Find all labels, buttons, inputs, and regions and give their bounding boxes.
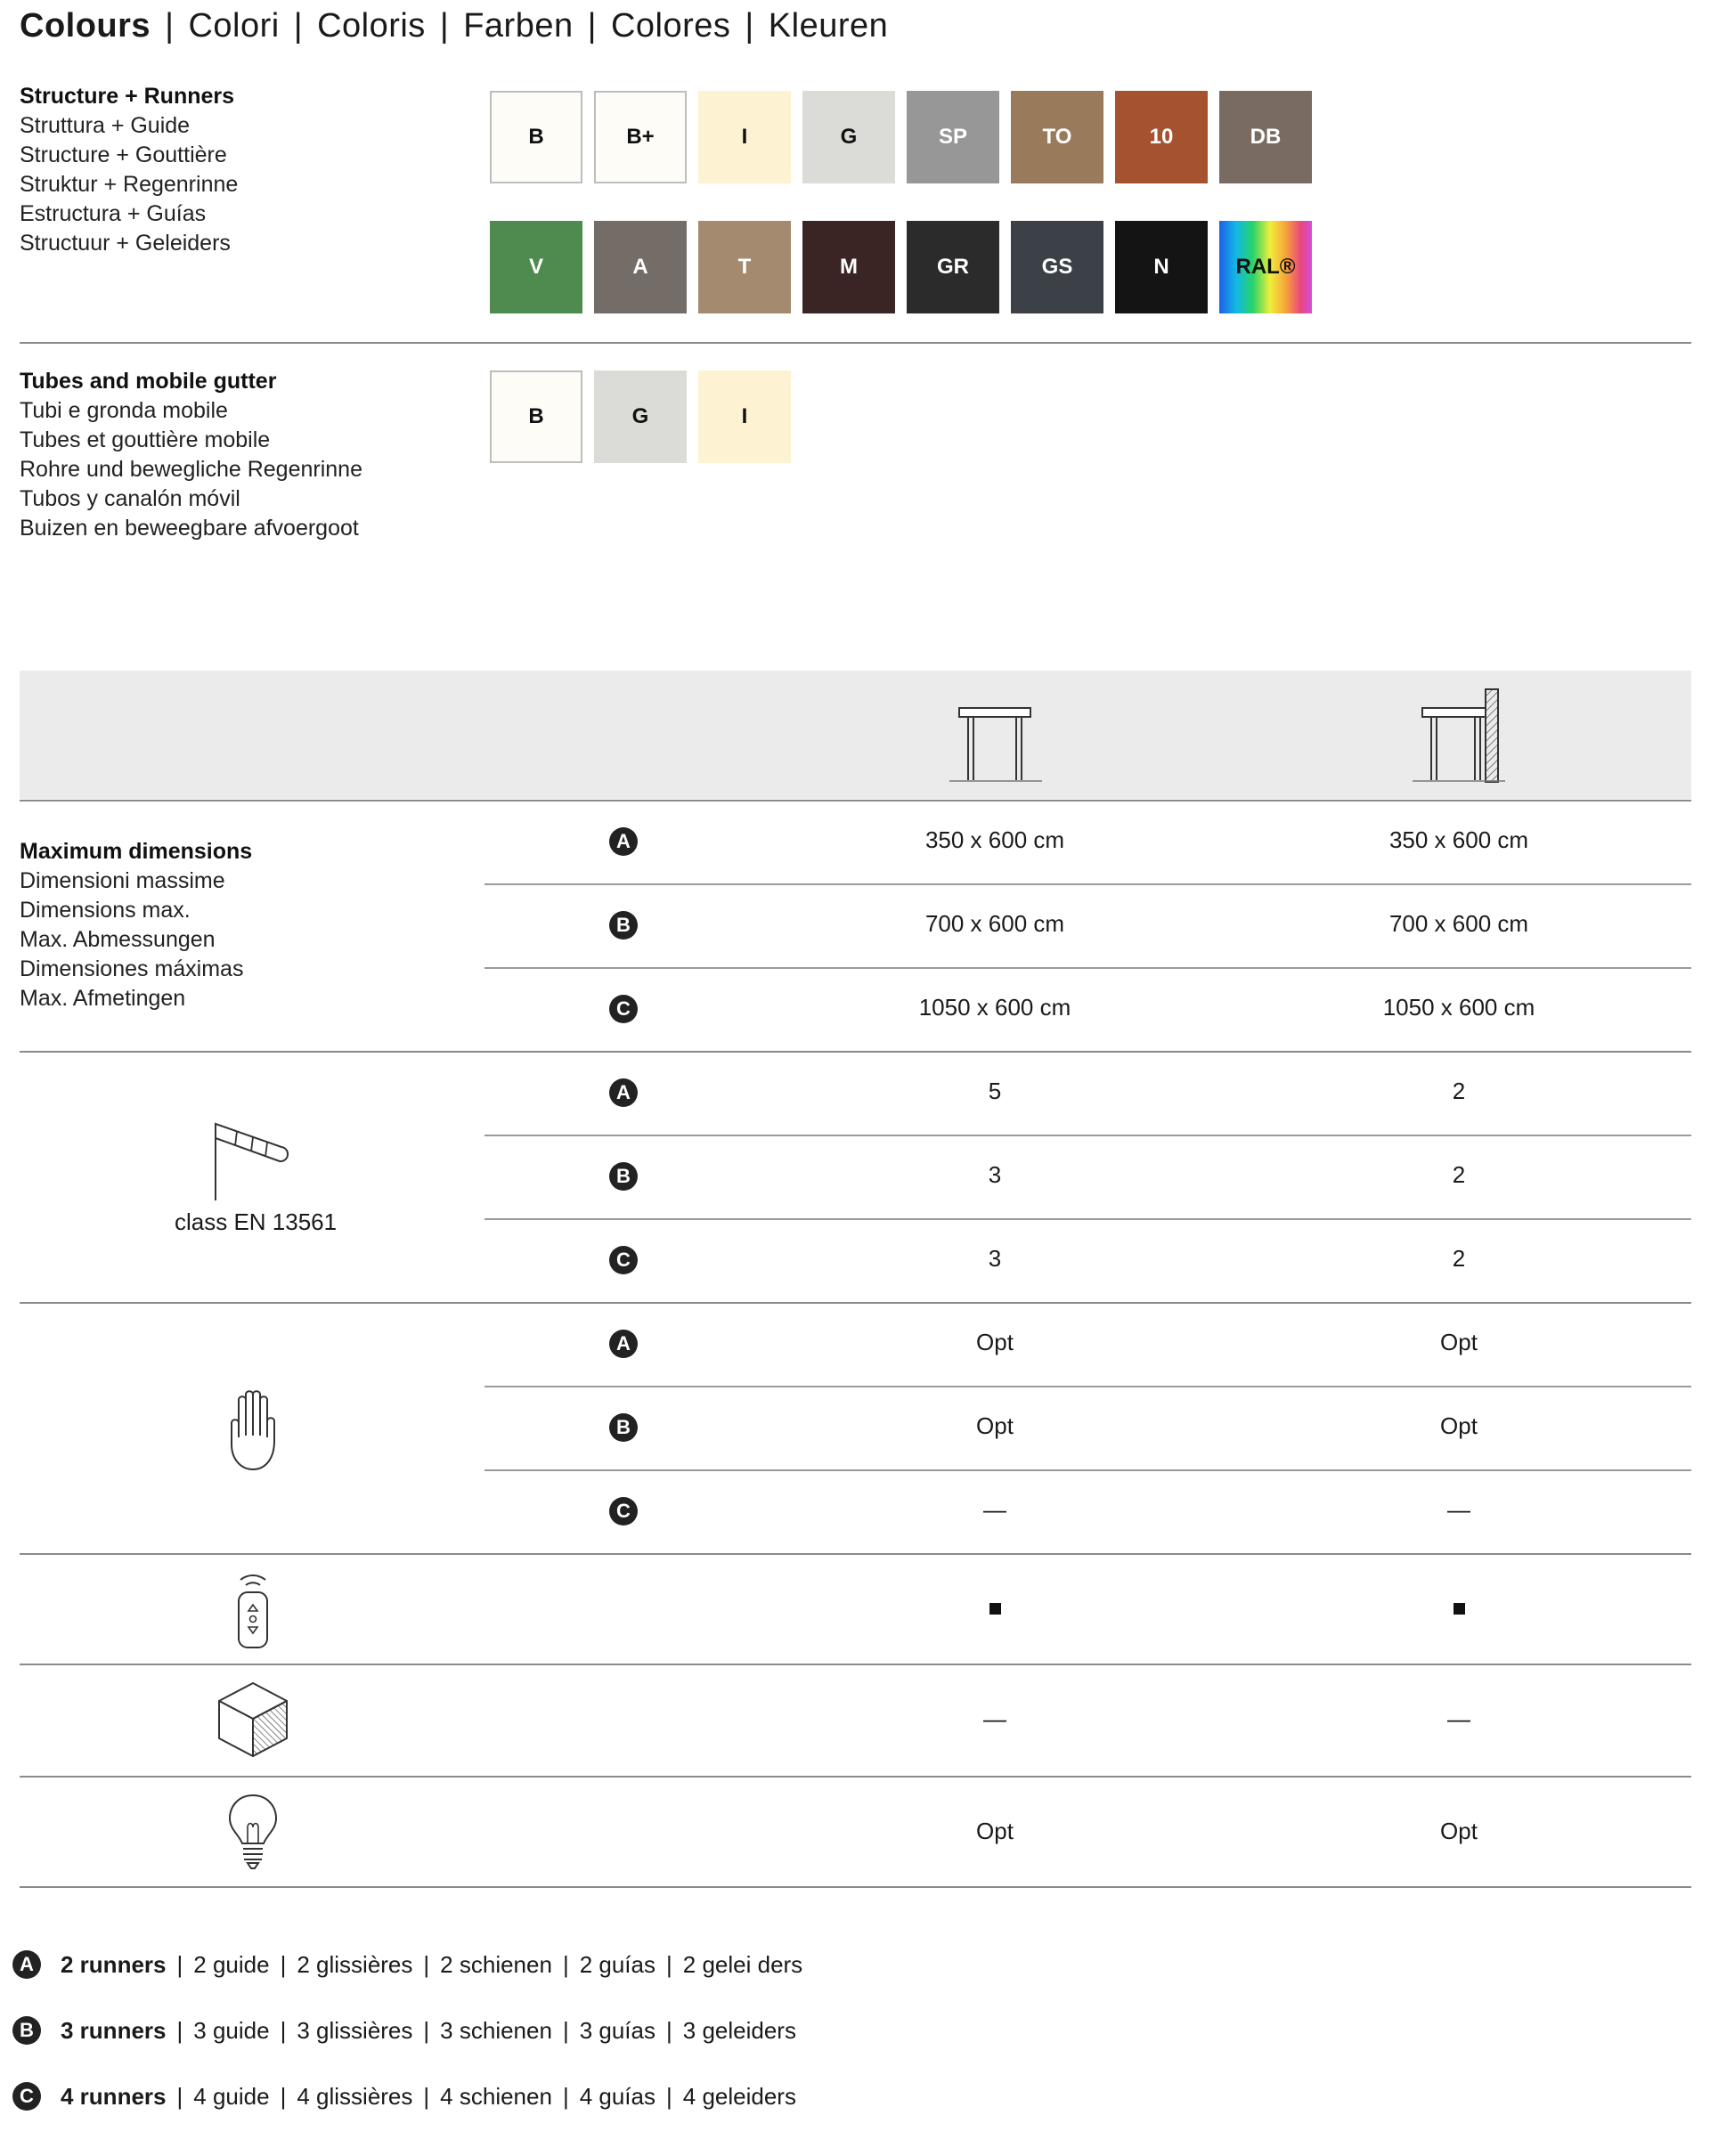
- freestanding-structure-icon: [948, 704, 1046, 784]
- cube-icon: [214, 1680, 292, 1760]
- manual-value-col1-a: Opt: [976, 1329, 1014, 1355]
- structure-label-nl: Structuur + Geleiders: [20, 231, 231, 256]
- legend-text: 3 schienen: [440, 2016, 552, 2044]
- light-value-col1: Opt: [976, 1818, 1014, 1844]
- structure-label-es: Estructura + Guías: [20, 201, 207, 226]
- key-c-badge: C: [609, 1246, 638, 1274]
- dimension-value-col2-c: 1050 x 600 cm: [1382, 994, 1535, 1021]
- legend-separator: |: [280, 2016, 287, 2044]
- color-swatch-g: G: [802, 91, 895, 183]
- legend-text: 3 glissières: [297, 2016, 413, 2044]
- legend-separator: |: [562, 2082, 569, 2110]
- color-swatch-m: M: [802, 221, 895, 313]
- row-divider: [484, 883, 1691, 885]
- color-swatch-b: B: [490, 370, 582, 463]
- light-value-col2: Opt: [1440, 1818, 1478, 1844]
- legend-text: 3 guías: [579, 2016, 656, 2044]
- legend-separator: |: [280, 2082, 287, 2110]
- legend-item-a: [12, 1950, 802, 1979]
- legend-text: 4 guías: [579, 2082, 656, 2110]
- structure-label-en: Structure + Runners: [20, 84, 235, 109]
- page-title: [20, 7, 888, 45]
- key-c-badge: C: [609, 1497, 638, 1525]
- title-part-de: Farben: [463, 7, 574, 45]
- legend-text: 4 glissières: [297, 2082, 413, 2110]
- key-c-badge: C: [12, 2082, 41, 2111]
- legend-text: 4 geleiders: [682, 2082, 796, 2110]
- key-a-badge: A: [609, 1330, 638, 1358]
- legend-separator: |: [176, 2082, 183, 2110]
- color-swatch-b: B: [490, 91, 582, 183]
- legend-separator: |: [666, 2016, 672, 2044]
- wind-class-value-col2-a: 2: [1452, 1078, 1466, 1104]
- divider: [20, 1886, 1691, 1888]
- dimension-value-col2-b: 700 x 600 cm: [1388, 910, 1529, 937]
- dimensions-label: [20, 837, 252, 1013]
- manual-value-col2-b: Opt: [1440, 1412, 1478, 1439]
- key-b-badge: B: [609, 1413, 638, 1442]
- color-swatch-a: A: [594, 221, 687, 313]
- legend-separator: |: [666, 1950, 672, 1978]
- structure-label: [20, 82, 238, 258]
- tubes-label-nl: Buizen en beweegbare afvoergoot: [20, 516, 359, 541]
- tubes-label-de: Rohre und bewegliche Regenrinne: [20, 457, 362, 482]
- legend-text: 3 geleiders: [682, 2016, 796, 2044]
- color-swatch-sp: SP: [907, 91, 999, 183]
- dimensions-label-en: Maximum dimensions: [20, 839, 253, 864]
- cube-value-col2: —: [1447, 1705, 1470, 1732]
- title-part-nl: Kleuren: [768, 7, 889, 45]
- color-swatch-db: DB: [1219, 91, 1312, 183]
- manual-value-col2-c: —: [1447, 1496, 1470, 1523]
- row-divider: [484, 1135, 1691, 1136]
- divider: [20, 1302, 1691, 1304]
- tubes-label-fr: Tubes et gouttière mobile: [20, 427, 271, 452]
- legend-separator: |: [562, 1950, 569, 1978]
- title-part-it: Colori: [188, 7, 280, 45]
- cube-value-col1: —: [983, 1705, 1006, 1732]
- color-swatch-v: V: [490, 221, 582, 313]
- manual-value-col2-a: Opt: [1440, 1329, 1478, 1355]
- legend-separator: |: [666, 2082, 672, 2110]
- wind-class-value-col2-c: 2: [1452, 1245, 1466, 1272]
- wind-class-label: class EN 13561: [175, 1208, 338, 1235]
- divider: [20, 1553, 1691, 1555]
- color-swatch-gr: GR: [907, 221, 999, 313]
- dimensions-label-de: Max. Abmessungen: [20, 927, 216, 952]
- wind-class-value-col1-a: 5: [988, 1078, 1002, 1104]
- key-b-badge: B: [609, 1162, 638, 1191]
- key-a-badge: A: [609, 827, 638, 856]
- legend-text: 2 glissières: [297, 1950, 413, 1978]
- color-swatch-g: G: [594, 370, 687, 463]
- row-divider: [484, 967, 1691, 969]
- dimensions-label-it: Dimensioni massime: [20, 868, 225, 893]
- wind-class-value-col2-b: 2: [1452, 1161, 1466, 1188]
- legend-text: 2 runners: [61, 1950, 167, 1978]
- windsock-icon: [210, 1120, 292, 1202]
- lightbulb-icon: [224, 1792, 281, 1872]
- legend-text: 2 gelei ders: [682, 1950, 803, 1978]
- dimension-value-col1-c: 1050 x 600 cm: [918, 994, 1071, 1021]
- remote-value-col2-standard-mark: [1454, 1603, 1465, 1615]
- legend-separator: |: [280, 1950, 287, 1978]
- legend-separator: |: [423, 1950, 430, 1978]
- legend-separator: |: [562, 2016, 569, 2044]
- tubes-label-es: Tubos y canalón móvil: [20, 486, 240, 511]
- wind-class-value-col1-c: 3: [988, 1245, 1002, 1272]
- title-separator: |: [439, 7, 450, 45]
- legend-separator: |: [423, 2082, 430, 2110]
- structure-label-de: Struktur + Regenrinne: [20, 172, 239, 197]
- color-swatch-bplus: B+: [594, 91, 687, 183]
- color-swatch-10: 10: [1115, 91, 1208, 183]
- legend-text: 4 guide: [193, 2082, 270, 2110]
- wind-class-value-col1-b: 3: [988, 1161, 1002, 1188]
- legend-separator: |: [176, 2016, 183, 2044]
- title-separator: |: [745, 7, 754, 45]
- color-swatch-i: I: [698, 370, 791, 463]
- legend-separator: |: [176, 1950, 183, 1978]
- key-a-badge: A: [609, 1078, 638, 1107]
- remote-control-icon: [228, 1567, 278, 1653]
- divider: [20, 1664, 1691, 1665]
- divider: [20, 1051, 1691, 1053]
- color-swatch-i: I: [698, 91, 791, 183]
- divider: [20, 800, 1691, 801]
- remote-value-col1-standard-mark: [989, 1603, 1001, 1615]
- color-swatch-gs: GS: [1011, 221, 1103, 313]
- manual-value-col1-c: —: [983, 1496, 1006, 1523]
- manual-value-col1-b: Opt: [976, 1412, 1014, 1439]
- color-swatch-ral: RAL®: [1219, 221, 1312, 313]
- legend-text: 2 schienen: [440, 1950, 552, 1978]
- title-separator: |: [165, 7, 175, 45]
- color-swatch-n: N: [1115, 221, 1208, 313]
- dimension-value-col1-a: 350 x 600 cm: [924, 826, 1065, 853]
- row-divider: [484, 1218, 1691, 1220]
- tubes-label-it: Tubi e gronda mobile: [20, 398, 228, 423]
- structure-label-fr: Structure + Gouttière: [20, 142, 227, 167]
- hand-icon: [223, 1387, 283, 1473]
- legend-text: 4 runners: [61, 2082, 167, 2110]
- title-part-en: Colours: [20, 7, 151, 45]
- divider: [20, 1776, 1691, 1778]
- legend-text: 2 guide: [193, 1950, 270, 1978]
- legend-separator: |: [423, 2016, 430, 2044]
- legend-item-c: [12, 2082, 796, 2111]
- dimension-value-col1-b: 700 x 600 cm: [924, 910, 1065, 937]
- dimensions-label-es: Dimensiones máximas: [20, 956, 244, 981]
- dimensions-label-fr: Dimensions max.: [20, 898, 191, 923]
- dimension-value-col2-a: 350 x 600 cm: [1388, 826, 1529, 853]
- tubes-label-en: Tubes and mobile gutter: [20, 369, 277, 394]
- dimensions-label-nl: Max. Afmetingen: [20, 986, 186, 1011]
- legend-text: 4 schienen: [440, 2082, 552, 2110]
- divider: [20, 342, 1691, 344]
- key-a-badge: A: [12, 1950, 41, 1979]
- title-separator: |: [587, 7, 597, 45]
- title-part-fr: Coloris: [317, 7, 426, 45]
- legend-text: 2 guías: [579, 1950, 656, 1978]
- color-swatch-t: T: [698, 221, 791, 313]
- structure-label-it: Struttura + Guide: [20, 113, 191, 138]
- legend-text: 3 runners: [61, 2016, 167, 2044]
- legend-text: 3 guide: [193, 2016, 270, 2044]
- legend-item-b: [12, 2016, 796, 2045]
- row-divider: [484, 1386, 1691, 1387]
- tubes-label: [20, 367, 362, 543]
- wall-mounted-structure-icon: [1411, 687, 1509, 785]
- color-swatch-to: TO: [1011, 91, 1103, 183]
- key-b-badge: B: [609, 911, 638, 940]
- key-c-badge: C: [609, 995, 638, 1023]
- key-b-badge: B: [12, 2016, 41, 2045]
- row-divider: [484, 1469, 1691, 1471]
- title-part-es: Colores: [610, 7, 731, 45]
- title-separator: |: [293, 7, 304, 45]
